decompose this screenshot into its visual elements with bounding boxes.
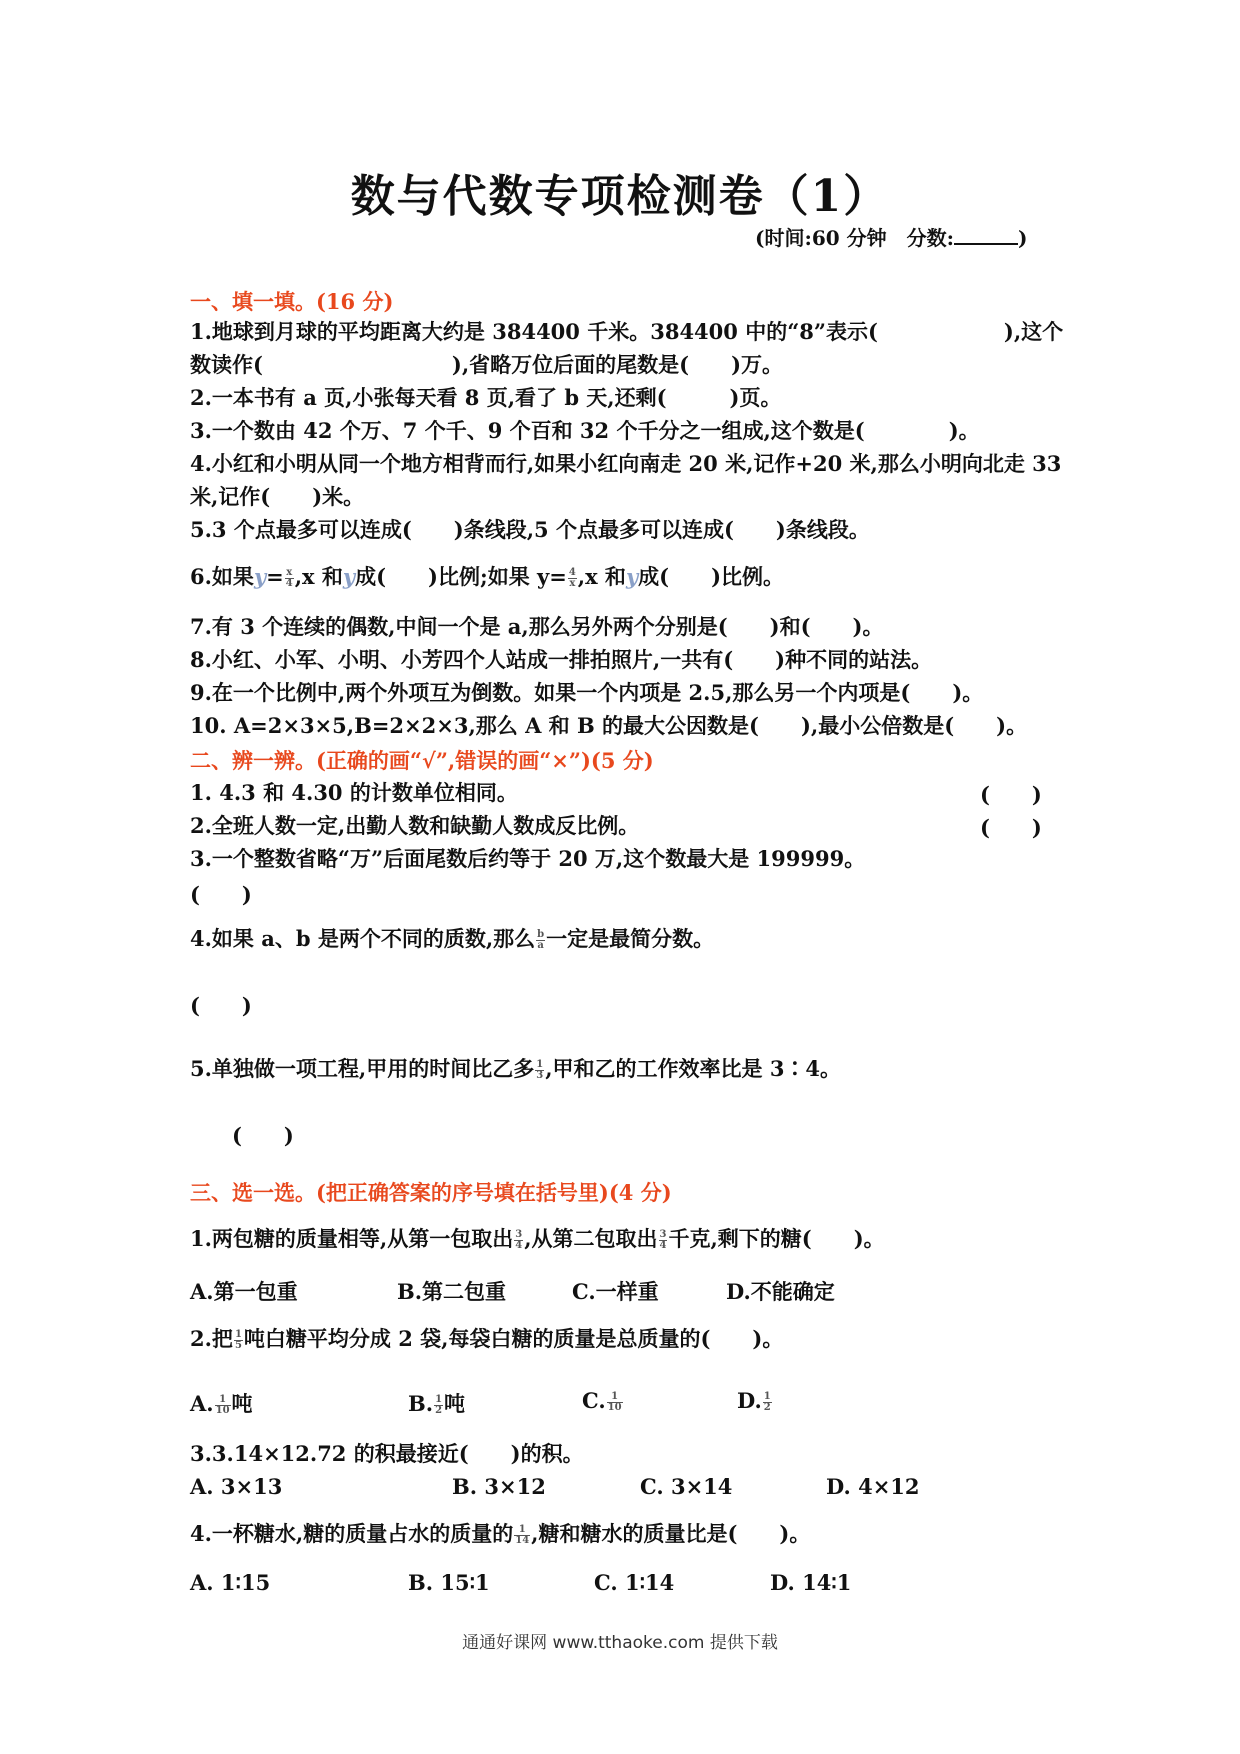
fill-q4-line1: 4.小红和小明从同一个地方相背而行,如果小红向南走 20 米,记作+20 米,那么小明向北走 33 xyxy=(190,451,1062,476)
fraction-numerator: 3 xyxy=(659,1229,667,1240)
option-letter: D. xyxy=(737,1388,762,1413)
q6-var-y3: y xyxy=(625,564,639,589)
choose-q4-text-a: 4.一杯糖水,糖的质量占水的质量的 xyxy=(190,1521,514,1546)
fraction-numerator: 1 xyxy=(514,1525,530,1536)
choice-option[interactable]: B. 3×12 xyxy=(452,1474,546,1499)
q6-text-c: 成( )比例;如果 y= xyxy=(355,564,567,589)
q6-text-b: ,x 和 xyxy=(294,564,343,589)
fraction xyxy=(234,1330,243,1351)
choice-option[interactable]: C.一样重 xyxy=(572,1279,659,1304)
fill-q10: 10. A=2×3×5,B=2×2×3,那么 A 和 B 的最大公因数是( ),最小公倍数是( )。 xyxy=(190,713,1028,738)
judge-q4 xyxy=(190,925,714,953)
choose-q4-text-b: ,糖和糖水的质量比是( )。 xyxy=(531,1521,811,1546)
fill-q7: 7.有 3 个连续的偶数,中间一个是 a,那么另外两个分别是( )和( )。 xyxy=(190,614,884,639)
fraction-denominator: 14 xyxy=(515,1535,530,1546)
fraction-denominator: 10 xyxy=(215,1405,230,1416)
choose-q4 xyxy=(190,1520,810,1548)
exam-info xyxy=(755,222,1028,251)
choice-option[interactable]: B.第二包重 xyxy=(397,1279,507,1304)
choice-option[interactable] xyxy=(190,1388,253,1418)
choice-option[interactable]: D. 4×12 xyxy=(826,1474,920,1499)
judge-q4-text-a: 4.如果 a、b 是两个不同的质数,那么 xyxy=(190,926,536,951)
fraction-denominator: 5 xyxy=(234,1340,242,1351)
option-letter: B. xyxy=(408,1391,434,1416)
judge-q4-text-b: 一定是最简分数。 xyxy=(546,926,715,951)
fraction xyxy=(434,1395,443,1416)
fraction-numerator: 1 xyxy=(607,1392,623,1403)
judge-q2: 2.全班人数一定,出勤人数和缺勤人数成反比例。 xyxy=(190,813,640,838)
choose-q3: 3.3.14×12.72 的积最接近( )的积。 xyxy=(190,1441,584,1466)
fraction xyxy=(607,1392,623,1413)
choice-option[interactable]: B. 15∶1 xyxy=(408,1570,490,1595)
answer-paren[interactable]: ( ) xyxy=(980,782,1042,807)
fraction-numerator: 1 xyxy=(763,1391,771,1402)
fraction xyxy=(285,568,294,589)
fraction xyxy=(536,930,545,951)
fraction-denominator: x xyxy=(569,578,576,589)
choose-q1-text-a: 1.两包糖的质量相等,从第一包取出 xyxy=(190,1226,514,1251)
fraction-denominator: 4 xyxy=(285,578,293,589)
option-letter: A. xyxy=(190,1391,214,1416)
fraction-denominator: 4 xyxy=(515,1240,523,1251)
option-unit: 吨 xyxy=(231,1391,253,1416)
fraction xyxy=(514,1525,530,1546)
fill-q4-line2: 米,记作( )米。 xyxy=(190,484,365,509)
fraction xyxy=(763,1392,772,1413)
fill-q8: 8.小红、小军、小明、小芳四个人站成一排拍照片,一共有( )种不同的站法。 xyxy=(190,647,933,672)
choose-q2 xyxy=(190,1325,783,1353)
q6-text-e: 成( )比例。 xyxy=(638,564,785,589)
fraction-numerator: 3 xyxy=(515,1229,523,1240)
q6-var-y: y xyxy=(253,564,267,589)
fraction-numerator: 1 xyxy=(435,1394,443,1405)
choice-option[interactable] xyxy=(582,1388,624,1413)
fill-q9: 9.在一个比例中,两个外项互为倒数。如果一个内项是 2.5,那么另一个内项是( )。 xyxy=(190,680,984,705)
fill-q1-line1: 1.地球到月球的平均距离大约是 384400 千米。384400 中的“8”表示( ),这个 xyxy=(190,319,1064,344)
fill-q6 xyxy=(190,563,784,591)
fraction xyxy=(514,1230,523,1251)
fraction xyxy=(568,568,577,589)
fraction xyxy=(535,1060,544,1081)
fill-q3: 3.一个数由 42 个万、7 个千、9 个百和 32 个千分之一组成,这个数是( )。 xyxy=(190,418,980,443)
fraction-denominator: 2 xyxy=(763,1402,771,1413)
fraction-numerator: 1 xyxy=(215,1395,231,1406)
time-score-label: (时间:60 分钟 分数: xyxy=(755,226,955,250)
page-title: 数与代数专项检测卷（1） xyxy=(350,171,890,222)
fraction-numerator: x xyxy=(286,567,293,578)
fraction-denominator: 10 xyxy=(607,1402,622,1413)
fraction xyxy=(659,1230,668,1251)
fill-q2: 2.一本书有 a 页,小张每天看 8 页,看了 b 天,还剩( )页。 xyxy=(190,385,782,410)
choice-option[interactable]: C. 1∶14 xyxy=(594,1570,675,1595)
answer-paren[interactable]: ( ) xyxy=(232,1123,294,1148)
choose-q2-text-b: 吨白糖平均分成 2 袋,每袋白糖的质量是总质量的( )。 xyxy=(243,1326,784,1351)
q6-equals: = xyxy=(266,564,284,589)
q6-text-d: ,x 和 xyxy=(577,564,626,589)
fraction-numerator: 1 xyxy=(234,1329,242,1340)
choice-option[interactable]: D.不能确定 xyxy=(726,1279,835,1304)
answer-paren[interactable]: ( ) xyxy=(190,882,252,907)
choice-option[interactable]: A.第一包重 xyxy=(190,1279,298,1304)
choice-option[interactable]: A. 1∶15 xyxy=(190,1570,271,1595)
fraction-numerator: b xyxy=(537,929,545,940)
choice-option[interactable] xyxy=(408,1388,465,1418)
fraction-denominator: 3 xyxy=(536,1070,544,1081)
fraction-denominator: 2 xyxy=(435,1405,443,1416)
judge-q5-text-b: ,甲和乙的工作效率比是 3∶4。 xyxy=(545,1056,842,1081)
section-heading-fill: 一、填一填。(16 分) xyxy=(190,289,394,314)
section-heading-judge: 二、辨一辨。(正确的画“√”,错误的画“×”)(5 分) xyxy=(190,748,654,773)
section-heading-choose: 三、选一选。(把正确答案的序号填在括号里)(4 分) xyxy=(190,1180,672,1205)
option-letter: C. xyxy=(582,1388,606,1413)
q6-text-a: 6.如果 xyxy=(190,564,254,589)
choose-q1-text-b: ,从第二包取出 xyxy=(524,1226,658,1251)
judge-q5-text-a: 5.单独做一项工程,甲用的时间比乙多 xyxy=(190,1056,535,1081)
choice-option[interactable]: D. 14∶1 xyxy=(770,1570,852,1595)
answer-paren[interactable]: ( ) xyxy=(190,993,252,1018)
fraction-denominator: a xyxy=(537,940,544,951)
judge-q3: 3.一个整数省略“万”后面尾数后约等于 20 万,这个数最大是 199999。 xyxy=(190,846,866,871)
option-unit: 吨 xyxy=(444,1391,466,1416)
choice-option[interactable]: C. 3×14 xyxy=(640,1474,733,1499)
page-footer: 通通好课网 www.tthaoke.com 提供下载 xyxy=(462,1633,778,1653)
choose-q1-text-c: 千克,剩下的糖( )。 xyxy=(668,1226,885,1251)
judge-q5 xyxy=(190,1055,841,1083)
answer-paren[interactable]: ( ) xyxy=(980,815,1042,840)
fill-q1-line2: 数读作( ),省略万位后面的尾数是( )万。 xyxy=(190,352,784,377)
score-blank xyxy=(954,243,1018,245)
fraction xyxy=(215,1395,231,1416)
choice-option[interactable] xyxy=(737,1388,773,1413)
fraction-numerator: 4 xyxy=(568,567,576,578)
choose-q2-text-a: 2.把 xyxy=(190,1326,233,1351)
fill-q5: 5.3 个点最多可以连成( )条线段,5 个点最多可以连成( )条线段。 xyxy=(190,517,870,542)
fraction-denominator: 4 xyxy=(659,1240,667,1251)
judge-q1: 1. 4.3 和 4.30 的计数单位相同。 xyxy=(190,780,518,805)
q6-var-y2: y xyxy=(342,564,356,589)
choose-q1 xyxy=(190,1225,885,1253)
fraction-numerator: 1 xyxy=(536,1059,544,1070)
choice-option[interactable]: A. 3×13 xyxy=(190,1474,283,1499)
exam-info-close: ) xyxy=(1018,226,1028,250)
